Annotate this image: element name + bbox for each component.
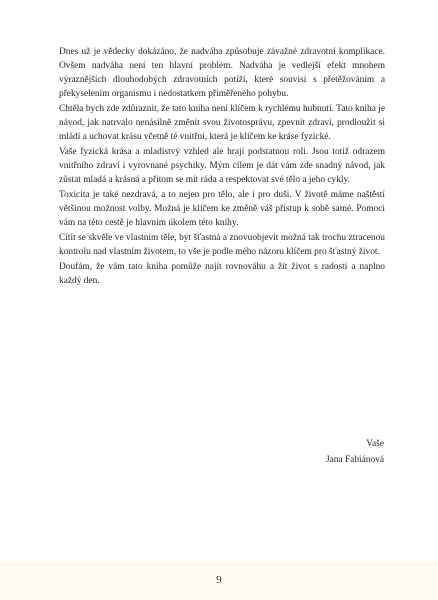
body-text — [59, 45, 385, 289]
paragraph-2: Chtěla bych zde zdůraznit, že tato kniha není klíčem k rychlému hubnutí. Tato kniha je návod, jak natrvalo nenásilně změnit svou životosprávu, zpevnit zdraví, prodloužit si mládí a uchovat krásu včetně té vnitřní, která je klíčem ke kráse fyzické. — [59, 104, 385, 142]
paragraph-3: Vaše fyzická krása a mladistvý vzhled ale hrají podstatnou roli. Jsou totiž odrazem vnitřního zdraví i vyrovnané psychiky. Mým cílem je dát vám zde snadný návod, jak zůstat mladá a krásná a přitom se mít ráda a respektovat své tělo a jeho cykly. — [59, 147, 385, 185]
paragraph-4: Toxicita je také nezdravá, a to nejen pro tělo, ale i pro duši. V životě máme naštěstí většinou možnost volby. Možná je klíčem ke změně váš přístup k sobě samé. Pomoci vám na této cestě je hlavním úkolem této knihy. — [59, 190, 385, 228]
signature-greeting: Vaše — [366, 439, 384, 449]
paragraph-6: Doufám, že vám tato kniha pomůže najít rovnováhu a žít život s radostí a naplno každý den. — [59, 262, 385, 286]
paragraph-1: Dnes už je vědecky dokázáno, že nadváha způsobuje závažné zdravotní komplikace. Ovšem nadváha není ten hlavní problém. Nadváha je vedlejší efekt mnohem výraznějších dlouhodobých zdravotních potíží, které souvisí s přetěžováním a překyselením organismu i nedostatkem přiměřeného pohybu. — [59, 47, 385, 99]
signature-author: Jana Fabiánová — [325, 455, 384, 465]
paragraph-5: Cítit se skvěle ve vlastním těle, být šťastná a znovuobjevit možná tak trochu ztracenou kontrolu nad vlastním životem, to vše je podle mého názoru klíčem pro šťastný život. — [59, 233, 385, 257]
page-number: 9 — [216, 574, 222, 586]
signature — [326, 436, 384, 468]
